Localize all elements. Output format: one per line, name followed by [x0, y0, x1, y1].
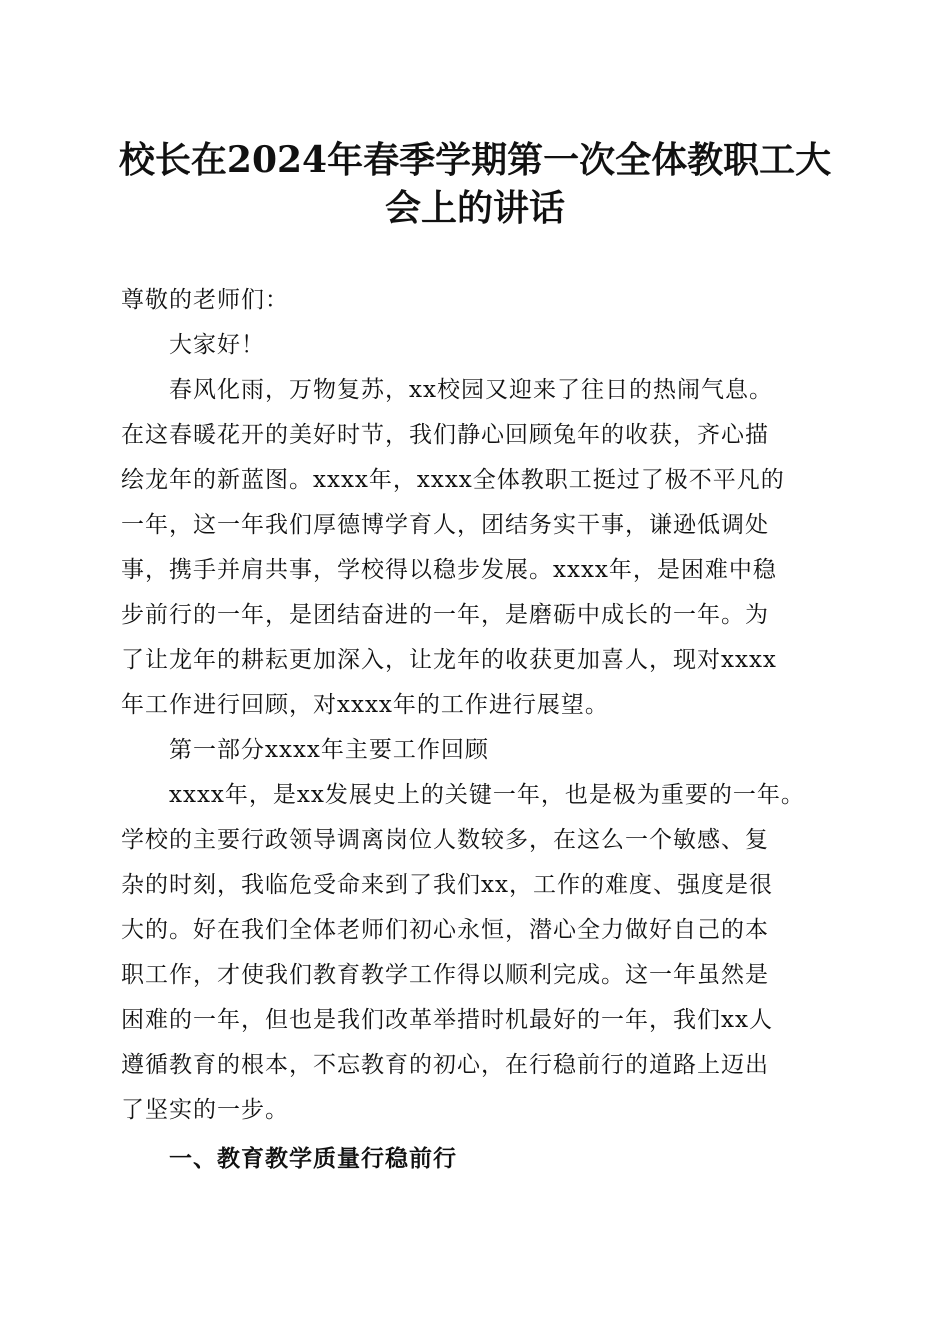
- paragraph-2: [121, 773, 831, 1133]
- paragraph-1: [121, 368, 831, 728]
- paragraph-line: 学校的主要行政领导调离岗位人数较多，在这么一个敏感、复: [121, 827, 769, 853]
- section-heading: 一、教育教学质量行稳前行: [169, 1146, 457, 1172]
- paragraph-line: 年工作进行回顾，对xxxx年的工作进行展望。: [121, 692, 609, 718]
- paragraph-line: 事，携手并肩共事，学校得以稳步发展。xxxx年，是困难中稳: [121, 557, 777, 583]
- document-title: [100, 136, 850, 232]
- paragraph-line: 职工作，才使我们教育教学工作得以顺利完成。这一年虽然是: [121, 962, 769, 988]
- paragraph-line: 了让龙年的耕耘更加深入，让龙年的收获更加喜人，现对xxxx: [121, 647, 777, 673]
- salutation: 尊敬的老师们：: [121, 287, 289, 313]
- paragraph-line: 大的。好在我们全体老师们初心永恒，潜心全力做好自己的本: [121, 917, 769, 943]
- title-line-1: 校长在2024年春季学期第一次全体教职工大: [118, 139, 832, 181]
- title-line-2: 会上的讲话: [384, 187, 565, 229]
- greeting: 大家好！: [169, 332, 265, 358]
- part-heading: 第一部分xxxx年主要工作回顾: [169, 737, 489, 763]
- paragraph-line: 遵循教育的根本，不忘教育的初心，在行稳前行的道路上迈出: [121, 1052, 769, 1078]
- paragraph-line: 绘龙年的新蓝图。xxxx年，xxxx全体教职工挺过了极不平凡的: [121, 467, 785, 493]
- paragraph-line: xxxx年，是xx发展史上的关键一年，也是极为重要的一年。: [169, 782, 805, 808]
- paragraph-line: 了坚实的一步。: [121, 1097, 289, 1123]
- paragraph-line: 步前行的一年，是团结奋进的一年，是磨砺中成长的一年。为: [121, 602, 769, 628]
- paragraph-line: 在这春暖花开的美好时节，我们静心回顾兔年的收获，齐心描: [121, 422, 769, 448]
- paragraph-line: 一年，这一年我们厚德博学育人，团结务实干事，谦逊低调处: [121, 512, 769, 538]
- paragraph-line: 困难的一年，但也是我们改革举措时机最好的一年，我们xx人: [121, 1007, 773, 1033]
- paragraph-line: 春风化雨，万物复苏，xx校园又迎来了往日的热闹气息。: [169, 377, 773, 403]
- document-body: [121, 278, 831, 1182]
- paragraph-line: 杂的时刻，我临危受命来到了我们xx，工作的难度、强度是很: [121, 872, 773, 898]
